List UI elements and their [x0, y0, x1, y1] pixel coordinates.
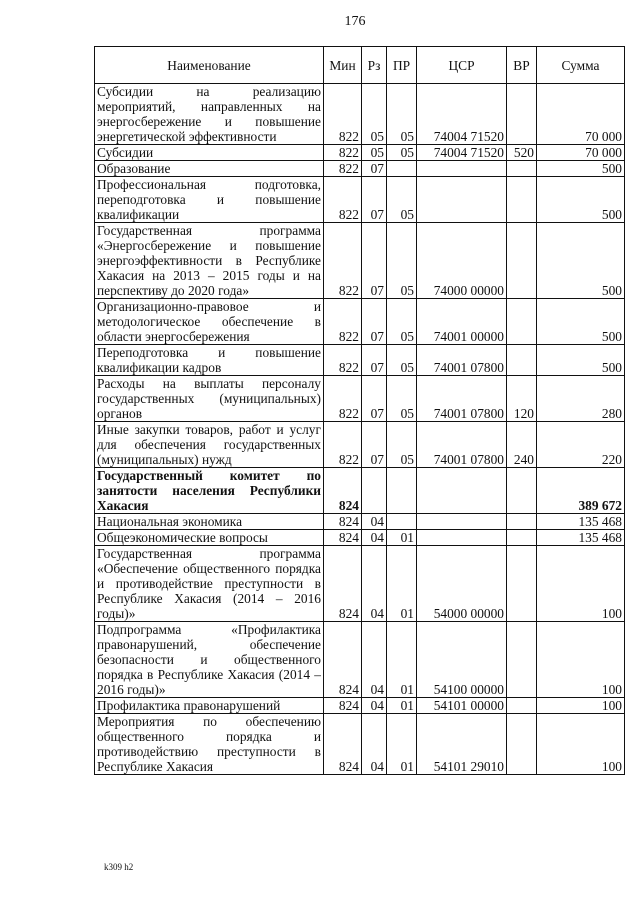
cell-name: Национальная экономика	[95, 514, 324, 530]
cell-min: 824	[324, 530, 362, 546]
cell-sum: 70 000	[537, 84, 625, 145]
cell-sum: 100	[537, 546, 625, 622]
cell-vr: 120	[507, 376, 537, 422]
table-row	[95, 299, 625, 345]
cell-min: 824	[324, 468, 362, 514]
cell-name: Профилактика правонарушений	[95, 698, 324, 714]
cell-rz: 04	[362, 514, 387, 530]
cell-min: 822	[324, 223, 362, 299]
cell-sum: 100	[537, 698, 625, 714]
cell-vr: 520	[507, 145, 537, 161]
cell-csr: 54100 00000	[417, 622, 507, 698]
cell-csr	[417, 177, 507, 223]
cell-vr	[507, 468, 537, 514]
cell-sum: 500	[537, 345, 625, 376]
cell-min: 822	[324, 145, 362, 161]
cell-sum: 220	[537, 422, 625, 468]
cell-pr: 05	[387, 223, 417, 299]
cell-csr: 74001 00000	[417, 299, 507, 345]
cell-rz: 07	[362, 345, 387, 376]
cell-min: 822	[324, 299, 362, 345]
cell-pr: 05	[387, 299, 417, 345]
cell-sum: 389 672	[537, 468, 625, 514]
cell-vr	[507, 530, 537, 546]
table-row	[95, 161, 625, 177]
cell-vr	[507, 345, 537, 376]
cell-min: 824	[324, 546, 362, 622]
table-row	[95, 514, 625, 530]
cell-pr: 05	[387, 376, 417, 422]
table-row	[95, 345, 625, 376]
cell-csr: 74004 71520	[417, 145, 507, 161]
cell-pr: 01	[387, 530, 417, 546]
cell-pr: 01	[387, 546, 417, 622]
cell-name: Мероприятия по обеспечению общественного порядка и противодействию преступности в Республике Хакасия	[95, 714, 324, 775]
cell-min: 822	[324, 177, 362, 223]
cell-min: 824	[324, 698, 362, 714]
table-row	[95, 546, 625, 622]
cell-min: 824	[324, 622, 362, 698]
table-row	[95, 468, 625, 514]
cell-min: 822	[324, 345, 362, 376]
cell-vr	[507, 161, 537, 177]
cell-csr	[417, 161, 507, 177]
cell-name: Профессиональная подготовка, переподготовка и повышение квалификации	[95, 177, 324, 223]
cell-pr: 01	[387, 622, 417, 698]
cell-pr: 01	[387, 698, 417, 714]
cell-min: 824	[324, 514, 362, 530]
cell-vr	[507, 299, 537, 345]
cell-vr	[507, 84, 537, 145]
cell-sum: 100	[537, 622, 625, 698]
cell-vr	[507, 546, 537, 622]
cell-csr: 74001 07800	[417, 376, 507, 422]
table-header-row	[95, 47, 625, 84]
cell-name: Организационно-правовое и методологическое обеспечение в области энергосбережения	[95, 299, 324, 345]
table-row	[95, 376, 625, 422]
header-name: Наименование	[95, 47, 324, 84]
cell-csr	[417, 514, 507, 530]
cell-sum: 500	[537, 299, 625, 345]
cell-vr	[507, 714, 537, 775]
cell-csr	[417, 468, 507, 514]
cell-csr: 54101 29010	[417, 714, 507, 775]
cell-rz: 05	[362, 145, 387, 161]
header-min: Мин	[324, 47, 362, 84]
cell-sum: 280	[537, 376, 625, 422]
cell-csr: 54101 00000	[417, 698, 507, 714]
cell-vr	[507, 223, 537, 299]
cell-pr: 05	[387, 345, 417, 376]
table-row	[95, 177, 625, 223]
cell-name: Расходы на выплаты персоналу государственных (муниципальных) органов	[95, 376, 324, 422]
cell-min: 822	[324, 422, 362, 468]
cell-csr	[417, 530, 507, 546]
cell-pr	[387, 161, 417, 177]
table-row	[95, 84, 625, 145]
cell-csr: 74001 07800	[417, 345, 507, 376]
cell-sum: 500	[537, 161, 625, 177]
cell-sum: 500	[537, 177, 625, 223]
cell-pr	[387, 514, 417, 530]
cell-rz: 07	[362, 223, 387, 299]
cell-vr	[507, 514, 537, 530]
cell-csr: 54000 00000	[417, 546, 507, 622]
table-row	[95, 530, 625, 546]
header-pr: ПР	[387, 47, 417, 84]
cell-sum: 100	[537, 714, 625, 775]
cell-vr	[507, 622, 537, 698]
cell-name: Образование	[95, 161, 324, 177]
cell-min: 822	[324, 376, 362, 422]
cell-rz: 04	[362, 698, 387, 714]
cell-rz: 04	[362, 546, 387, 622]
cell-pr: 05	[387, 84, 417, 145]
budget-table	[94, 46, 625, 775]
cell-min: 822	[324, 84, 362, 145]
cell-pr: 05	[387, 177, 417, 223]
cell-pr: 05	[387, 145, 417, 161]
cell-sum: 70 000	[537, 145, 625, 161]
cell-vr	[507, 698, 537, 714]
table-row	[95, 698, 625, 714]
cell-sum: 135 468	[537, 514, 625, 530]
cell-sum: 500	[537, 223, 625, 299]
cell-name: Общеэкономические вопросы	[95, 530, 324, 546]
cell-sum: 135 468	[537, 530, 625, 546]
footer-code: k309 h2	[104, 862, 134, 872]
cell-min: 822	[324, 161, 362, 177]
cell-rz: 07	[362, 376, 387, 422]
cell-min: 824	[324, 714, 362, 775]
cell-csr: 74001 07800	[417, 422, 507, 468]
header-csr: ЦСР	[417, 47, 507, 84]
header-sum: Сумма	[537, 47, 625, 84]
cell-name: Иные закупки товаров, работ и услуг для обеспечения государственных (муниципальных) нужд	[95, 422, 324, 468]
cell-rz: 05	[362, 84, 387, 145]
cell-vr	[507, 177, 537, 223]
cell-rz: 07	[362, 299, 387, 345]
table-row	[95, 145, 625, 161]
cell-pr	[387, 468, 417, 514]
cell-name: Субсидии на реализацию мероприятий, направленных на энергосбережение и повышение энергетической эффективности	[95, 84, 324, 145]
cell-rz: 04	[362, 622, 387, 698]
cell-name: Государственный комитет по занятости населения Республики Хакасия	[95, 468, 324, 514]
cell-csr: 74004 71520	[417, 84, 507, 145]
cell-rz: 07	[362, 422, 387, 468]
cell-rz: 07	[362, 177, 387, 223]
cell-rz	[362, 468, 387, 514]
cell-pr: 05	[387, 422, 417, 468]
table-row	[95, 622, 625, 698]
cell-name: Государственная программа «Обеспечение общественного порядка и противодействие преступности в Республике Хакасия (2014 – 2016 годы)»	[95, 546, 324, 622]
table-row	[95, 422, 625, 468]
cell-rz: 04	[362, 714, 387, 775]
cell-vr: 240	[507, 422, 537, 468]
cell-name: Субсидии	[95, 145, 324, 161]
cell-name: Подпрограмма «Профилактика правонарушений, обеспечение безопасности и общественного порядка в Республике Хакасия (2014 – 2016 годы)»	[95, 622, 324, 698]
cell-name: Государственная программа «Энергосбережение и повышение энергоэффективности в Республике Хакасия на 2013 – 2015 годы и на перспективу до 2020 года»	[95, 223, 324, 299]
page-number: 176	[344, 14, 366, 29]
header-vr: ВР	[507, 47, 537, 84]
cell-name: Переподготовка и повышение квалификации кадров	[95, 345, 324, 376]
cell-rz: 07	[362, 161, 387, 177]
cell-csr: 74000 00000	[417, 223, 507, 299]
cell-pr: 01	[387, 714, 417, 775]
cell-rz: 04	[362, 530, 387, 546]
table-row	[95, 714, 625, 775]
table-row	[95, 223, 625, 299]
header-rz: Рз	[362, 47, 387, 84]
